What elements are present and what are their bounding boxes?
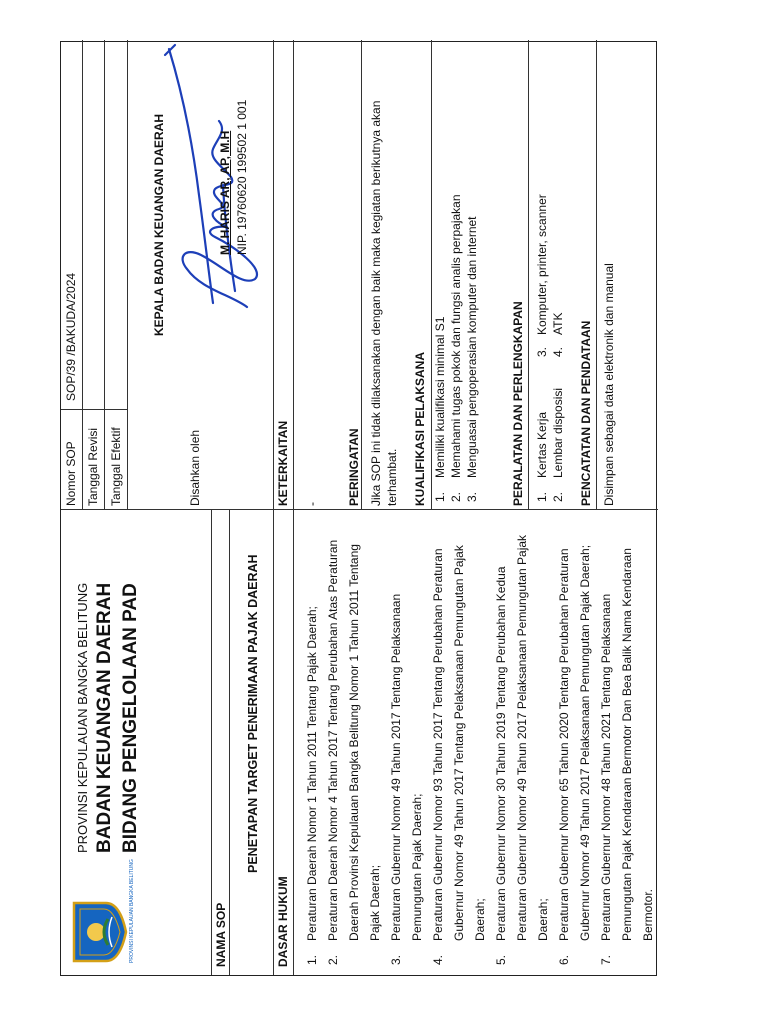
peralatan-item-1: Kertas Kerja bbox=[535, 411, 549, 478]
list-item: 1. Memiliki kualifikasi minimal S1 bbox=[433, 316, 447, 502]
pencatatan-divider bbox=[596, 40, 597, 510]
tanggal-efektif-label: Tanggal Efektif bbox=[109, 427, 123, 506]
peralatan-item-4-num: 4. bbox=[551, 346, 565, 357]
nama-sop-label: NAMA SOP bbox=[214, 902, 228, 967]
signer-name: M. HARIS AR, AP, M.H bbox=[218, 130, 232, 255]
list-item: Peraturan Gubernur Nomor 49 Tahun 2017 Pelaksanaan Pemungutan Pajak bbox=[515, 534, 529, 941]
list-item: 5. Peraturan Gubernur Nomor 30 Tahun 2019 Tentang Perubahan Kedua bbox=[494, 566, 508, 965]
peringatan-line-2: terhambat. bbox=[385, 448, 399, 506]
header-divider-left bbox=[211, 510, 212, 975]
meta-label-divider bbox=[61, 409, 127, 410]
list-item: Gubernur Nomor 49 Tahun 2017 Pelaksanaan Pemungutan Pajak Daerah; bbox=[578, 544, 592, 941]
list-item: 4. Peraturan Gubernur Nomor 93 Tahun 2017 Tentang Perubahan Peraturan bbox=[431, 548, 445, 965]
nama-sop-value: PENETAPAN TARGET PENERIMAAN PAJAK DAERAH bbox=[246, 554, 260, 873]
peralatan-label: PERALATAN DAN PERLENGKAPAN bbox=[511, 301, 525, 506]
list-item: Pemungutan Pajak Daerah; bbox=[410, 793, 424, 941]
tanggal-revisi-label: Tanggal Revisi bbox=[86, 427, 100, 506]
keterkaitan-value: - bbox=[305, 502, 319, 506]
list-item: Gubernur Nomor 49 Tahun 2017 Tentang Pelaksanaan Pemungutan Pajak bbox=[452, 545, 466, 941]
sop-document bbox=[60, 41, 657, 976]
dasar-hukum-list bbox=[302, 515, 659, 965]
meta-row-3-divider bbox=[127, 40, 128, 510]
logo-caption: PROVINSI KEPULAUAN BANGKA BELITUNG bbox=[129, 859, 135, 963]
division-name: BIDANG PENGELOLAAN PAD bbox=[120, 583, 141, 853]
dasar-hukum-divider bbox=[273, 40, 274, 975]
province-name: PROVINSI KEPULAUAN BANGKA BELITUNG bbox=[75, 582, 90, 853]
list-item: Pajak Daerah; bbox=[368, 864, 382, 941]
peralatan-item-2: Lembar disposisi bbox=[551, 387, 565, 478]
kualifikasi-list bbox=[433, 62, 480, 502]
list-item: 2. Memahami tugas pokok dan fungsi analis perpajakan bbox=[449, 194, 463, 502]
list-item: Daerah; bbox=[536, 898, 550, 941]
list-item: 3. Peraturan Gubernur Nomor 49 Tahun 2017 Tentang Pelaksanaan bbox=[389, 593, 403, 965]
agency-name: BADAN KEUANGAN DAERAH bbox=[94, 582, 115, 853]
peralatan-item-4: ATK bbox=[551, 312, 565, 335]
peringatan-label: PERINGATAN bbox=[347, 428, 361, 506]
dasar-hukum-label-divider bbox=[293, 40, 294, 975]
list-item: Pemungutan Pajak Kendaraan Bermotor Dan Bea Balik Nama Kendaraan bbox=[620, 548, 634, 941]
dasar-hukum-label: DASAR HUKUM bbox=[276, 876, 290, 967]
peralatan-divider bbox=[528, 40, 529, 510]
peralatan-item-3: Komputer, printer, scanner bbox=[535, 194, 549, 335]
peralatan-item-2-num: 2. bbox=[551, 491, 565, 502]
list-item: 6. Peraturan Gubernur Nomor 65 Tahun 2020 Tentang Perubahan Peraturan bbox=[557, 548, 571, 965]
keterkaitan-label: KETERKAITAN bbox=[276, 420, 290, 506]
meta-row-1-divider bbox=[82, 40, 83, 510]
peringatan-line-1: Jika SOP ini tidak dilaksanakan dengan baik maka kegiatan berikutnya akan bbox=[369, 100, 383, 506]
list-item: 2. Peraturan Daerah Nomor 4 Tahun 2017 Tentang Perubahan Atas Peraturan bbox=[326, 539, 340, 965]
kualifikasi-divider bbox=[431, 40, 432, 510]
nama-sop-divider bbox=[229, 510, 230, 975]
nomor-sop-label: Nomor SOP bbox=[64, 441, 78, 506]
signature-icon bbox=[161, 35, 273, 335]
provincial-crest-icon bbox=[70, 899, 128, 965]
peralatan-item-1-num: 1. bbox=[535, 491, 549, 502]
peralatan-item-3-num: 3. bbox=[535, 346, 549, 357]
list-item: Daerah; bbox=[473, 898, 487, 941]
nomor-sop-value: SOP/39 /BAKUDA/2024 bbox=[64, 272, 78, 401]
list-item: 7. Peraturan Gubernur Nomor 48 Tahun 2021 Tentang Pelaksanaan bbox=[599, 593, 613, 965]
list-item: 3. Menguasai pengoperasian komputer dan internet bbox=[465, 216, 479, 502]
list-item: Daerah Provinsi Kepulauan Bangka Belitung Nomor 1 Tahun 2011 Tentang bbox=[347, 544, 361, 941]
pencatatan-label: PENCATATAN DAN PENDATAAN bbox=[579, 320, 593, 506]
main-column-divider bbox=[61, 509, 658, 510]
disahkan-label: Disahkan oleh bbox=[188, 429, 202, 506]
kualifikasi-label: KUALIFIKASI PELAKSANA bbox=[413, 351, 427, 506]
signer-title: KEPALA BADAN KEUANGAN DAERAH bbox=[152, 114, 166, 336]
list-item: Bermotor. bbox=[641, 888, 655, 941]
signer-nip: NIP. 19760620 199502 1 001 bbox=[235, 99, 249, 255]
pencatatan-value: Disimpan sebagai data elektronik dan manual bbox=[602, 263, 616, 506]
list-item: 1. Peraturan Daerah Nomor 1 Tahun 2011 Tentang Pajak Daerah; bbox=[305, 606, 319, 965]
meta-row-2-divider bbox=[104, 40, 105, 510]
